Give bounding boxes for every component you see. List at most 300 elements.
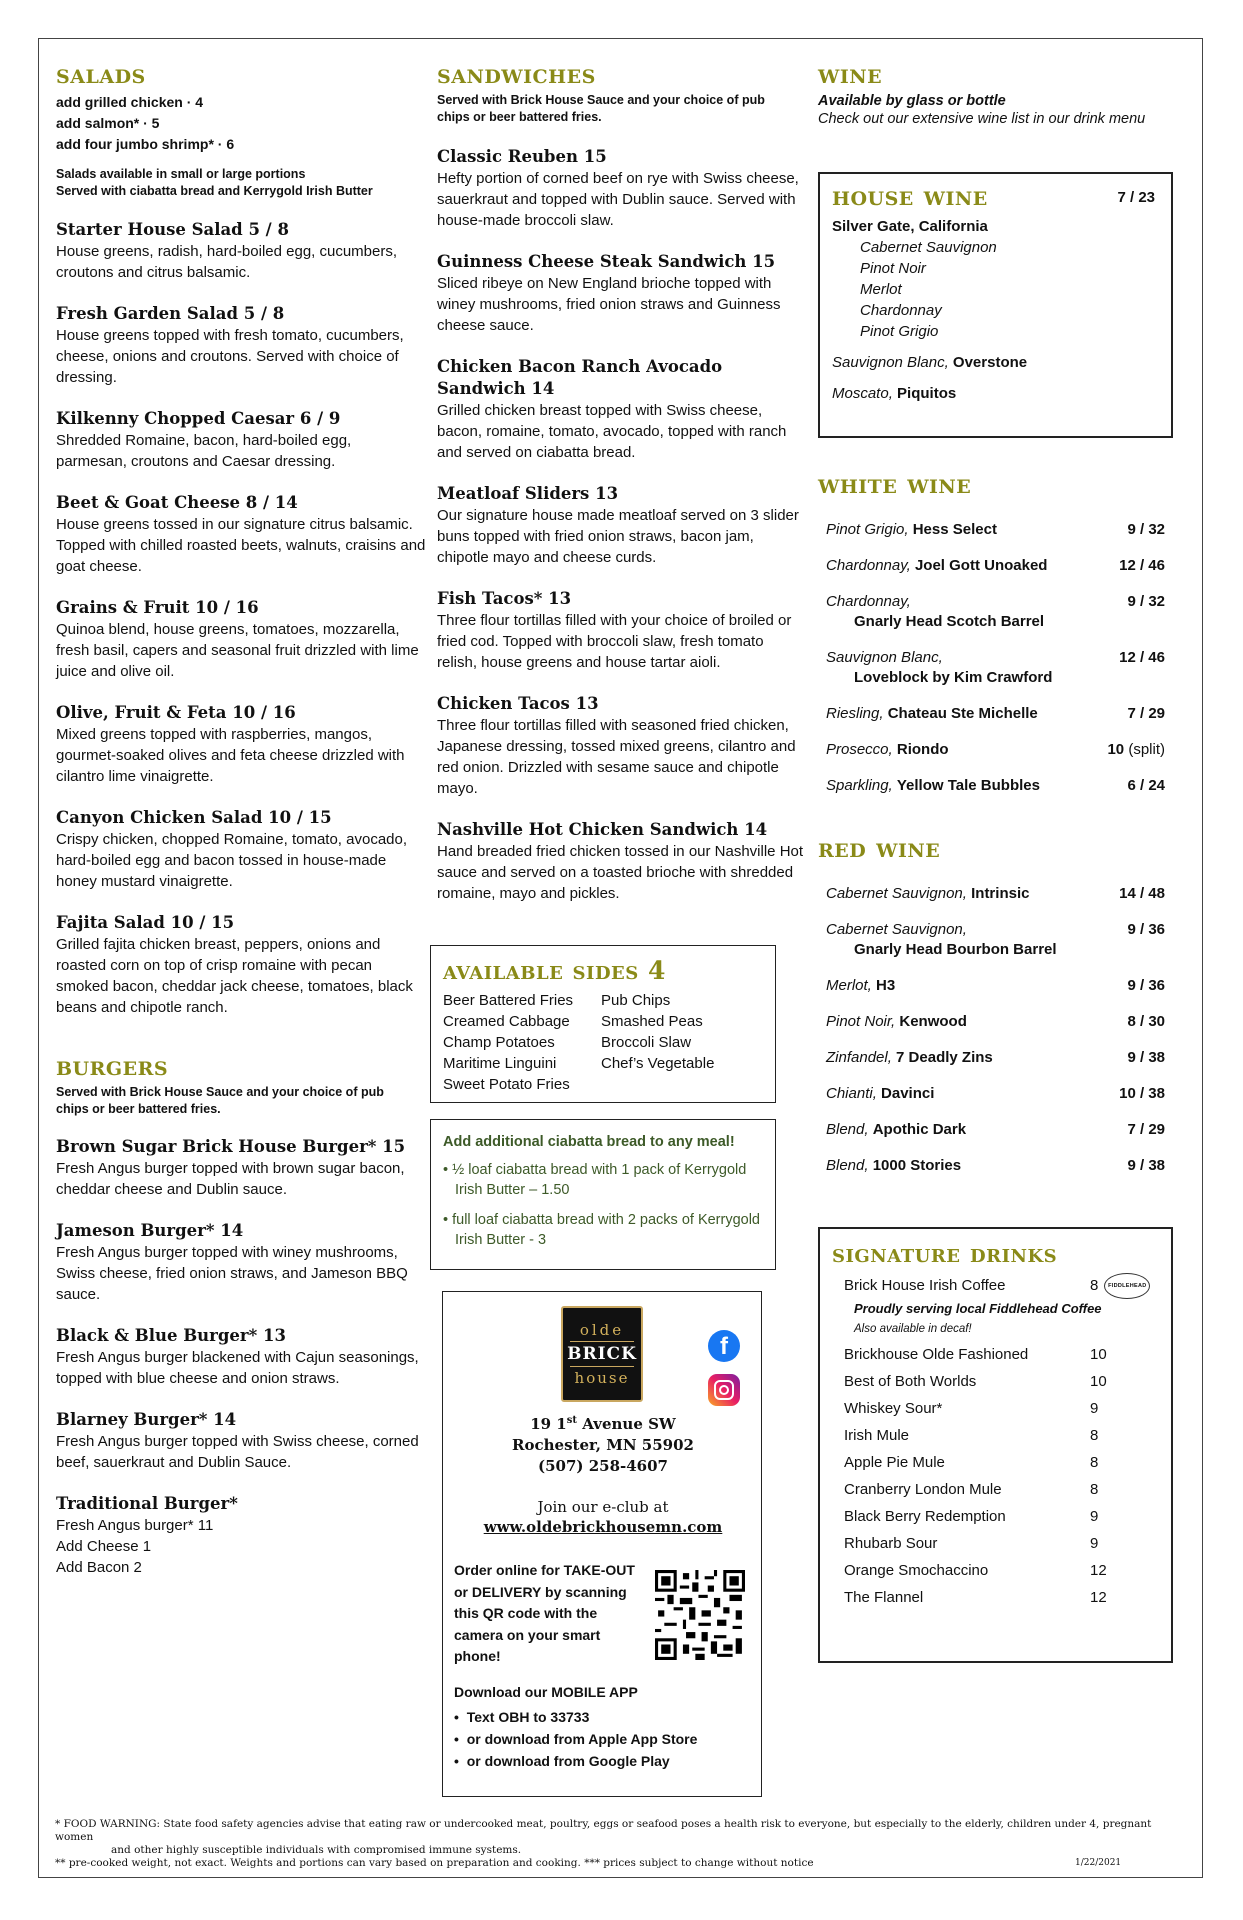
logo-word-olde: olde: [579, 1321, 625, 1339]
bread-option-full: • full loaf ciabatta bread with 2 packs of Kerrygold Irish Butter - 3: [443, 1212, 761, 1248]
wine-label: [826, 1156, 961, 1176]
wine-name: Yellow Tale Bubbles: [896, 777, 1040, 794]
item-desc: Fresh Angus burger topped with winey mushrooms, Swiss cheese, fried onion straws, and Jameson BBQ sauce.: [56, 1244, 408, 1303]
side-item: Chef’s Vegetable: [601, 1055, 715, 1072]
drink-price: 8: [1090, 1427, 1099, 1444]
item-desc: Mixed greens topped with raspberries, mangos, gourmet-soaked olives and feta cheese drizzled with cilantro lime vinaigrette.: [56, 726, 405, 785]
item-name: Kilkenny Chopped Caesar 6 / 9: [56, 409, 341, 428]
menu-item: [56, 807, 426, 892]
item-desc: Quinoa blend, house greens, tomatoes, mozzarella, fresh basil, capers and seasonal fruit drizzled with lime juice and olive oil.: [56, 621, 419, 680]
wine-name: H3: [876, 977, 896, 994]
wine-price-value: 14 / 48: [1119, 885, 1165, 902]
signature-coffee-row: [832, 1273, 1159, 1299]
logo: [561, 1306, 643, 1402]
footer: [55, 1818, 1190, 1870]
drink-name: Brickhouse Olde Fashioned: [844, 1346, 1029, 1363]
drink-price: 10: [1090, 1346, 1107, 1363]
item-name: Fish Tacos* 13: [437, 589, 572, 608]
house-wine-extra1-var: Sauvignon Blanc,: [832, 354, 949, 371]
wine-name: Gnarly Head Scotch Barrel: [854, 613, 1045, 630]
wine-price-value: 9 / 36: [1127, 977, 1165, 994]
house-wine-extra2: [832, 385, 1159, 402]
side-item: Smashed Peas: [601, 1013, 703, 1030]
wine-row: [826, 556, 1165, 576]
wine-line: [826, 740, 949, 760]
app-item-google-label: or download from Google Play: [466, 1753, 670, 1769]
addon-chicken: add grilled chicken · 4: [56, 94, 204, 110]
wine-price: [1127, 920, 1165, 960]
wine-name: Intrinsic: [971, 885, 1030, 902]
instagram-icon[interactable]: [708, 1374, 740, 1406]
house-varietal: Pinot Grigio: [860, 323, 939, 340]
wine-line: [826, 592, 1044, 612]
wine-varietal: Riesling,: [826, 705, 884, 722]
sandwich-list: [437, 146, 807, 904]
phone: (507) 258-4607: [537, 1457, 668, 1475]
wine-row: [826, 740, 1165, 760]
item-name: Black & Blue Burger* 13: [56, 1326, 286, 1345]
wine-line: [826, 776, 1040, 796]
wine-varietal: Cabernet Sauvignon,: [826, 885, 967, 902]
logo-word-house: house: [574, 1369, 630, 1387]
signature-coffee-price: 8: [1090, 1277, 1099, 1294]
drink-price: 12: [1090, 1562, 1107, 1579]
wine-price: [1127, 1012, 1165, 1032]
logo-rule: [570, 1366, 634, 1367]
wine-name: 1000 Stories: [872, 1157, 962, 1174]
house-wine-extra1: [832, 354, 1159, 371]
wine-name: Apothic Dark: [872, 1121, 967, 1138]
wine-price: [1107, 740, 1165, 760]
eclub-text: Join our e-club at: [537, 1498, 669, 1516]
address-street-number: 19 1: [530, 1415, 567, 1433]
wine-label: [826, 1084, 934, 1104]
menu-item: [437, 146, 807, 231]
drink-price: 8: [1090, 1454, 1099, 1471]
white-wine-section: [818, 470, 1173, 812]
left-column: [56, 60, 426, 1578]
wine-line: [826, 556, 1047, 576]
menu-item: [56, 702, 426, 787]
house-wine-varietals: [832, 237, 1159, 342]
item-desc: Hand breaded fried chicken tossed in our Nashville Hot sauce and served on a toasted brioche with shredded romaine, mayo and pickles.: [437, 843, 804, 902]
drink-price: 8: [1090, 1481, 1099, 1498]
side-item: Broccoli Slaw: [601, 1034, 692, 1051]
item-desc: Fresh Angus burger topped with Swiss cheese, corned beef, sauerkraut and Dublin Sauce.: [56, 1433, 419, 1471]
drink-name: Whiskey Sour*: [844, 1400, 943, 1417]
wine-name: Chateau Ste Michelle: [887, 705, 1038, 722]
menu-item: [56, 492, 426, 577]
drink-name: Cranberry London Mule: [844, 1481, 1002, 1498]
wine-label: [826, 520, 997, 540]
item-name: Grains & Fruit 10 / 16: [56, 598, 259, 617]
wine-row: [826, 920, 1165, 960]
menu-item: [56, 597, 426, 682]
wine-name: Gnarly Head Bourbon Barrel: [854, 941, 1057, 958]
item-name: Blarney Burger* 14: [56, 1410, 237, 1429]
house-wine-producer: Silver Gate, California: [832, 218, 988, 235]
wine-row: [826, 776, 1165, 796]
wine-price: [1127, 1120, 1165, 1140]
signature-title: signature drinks: [832, 1239, 1058, 1269]
drink-row: [844, 1503, 1159, 1530]
middle-column: [437, 60, 807, 904]
wine-line: [826, 884, 1029, 904]
wine-price: [1127, 776, 1165, 796]
app-title: Download our MOBILE APP: [454, 1684, 638, 1700]
house-wine-extra2-name: Piquitos: [897, 385, 957, 402]
item-desc: Sliced ribeye on New England brioche topped with winey mushrooms, fried onion straws and Guinness cheese sauce.: [437, 275, 781, 334]
wine-row: [826, 1156, 1165, 1176]
wine-name: Kenwood: [899, 1013, 967, 1030]
wine-varietal: Pinot Noir,: [826, 1013, 896, 1030]
drink-row: [844, 1449, 1159, 1476]
wine-row: [826, 520, 1165, 540]
wine-price-value: 9 / 32: [1127, 593, 1165, 610]
wine-price-value: 12 / 46: [1119, 649, 1165, 666]
wine-price: [1119, 556, 1165, 576]
wine-varietal: Cabernet Sauvignon,: [826, 921, 967, 938]
drink-row: [844, 1422, 1159, 1449]
wine-row: [826, 884, 1165, 904]
drink-row: [844, 1395, 1159, 1422]
item-name: Chicken Bacon Ranch Avocado Sandwich 14: [437, 357, 723, 398]
drink-price: 9: [1090, 1535, 1099, 1552]
menu-item: [56, 408, 426, 472]
salad-notes: [56, 166, 426, 200]
wine-label: [826, 920, 1057, 960]
item-desc: Crispy chicken, chopped Romaine, tomato, avocado, hard-boiled egg and bacon tossed in house-made honey mustard vinaigrette.: [56, 831, 408, 890]
house-wine-title: house wine: [832, 181, 988, 212]
wine-line: [826, 520, 997, 540]
side-item: Beer Battered Fries: [443, 992, 574, 1009]
website-link[interactable]: www.oldebrickhousemn.com: [483, 1518, 723, 1536]
wine-price-value: 9 / 38: [1127, 1157, 1165, 1174]
menu-item: [56, 1220, 426, 1305]
wine-price: [1119, 648, 1165, 688]
wine-name: Davinci: [881, 1085, 935, 1102]
wine-row: [826, 648, 1165, 688]
app-item-apple: • or download from Apple App Store: [454, 1731, 698, 1747]
wine-varietal: Blend,: [826, 1121, 869, 1138]
item-desc: Our signature house made meatloaf served on 3 slider buns topped with fried onion straws, bacon jam, chipotle mayo and cheese curds.: [437, 507, 799, 566]
drink-name: Orange Smochaccino: [844, 1562, 989, 1579]
wine-label: [826, 884, 1029, 904]
wine-row: [826, 1012, 1165, 1032]
wine-line: [826, 1048, 993, 1068]
wine-varietal: Merlot,: [826, 977, 872, 994]
signature-list: [832, 1341, 1159, 1611]
wine-price: [1127, 704, 1165, 724]
salad-note-bread: Served with ciabatta bread and Kerrygold Irish Butter: [56, 184, 373, 198]
qr-code-icon[interactable]: [655, 1570, 745, 1660]
wine-price-value: 8 / 30: [1127, 1013, 1165, 1030]
wine-varietal: Sparkling,: [826, 777, 893, 794]
wine-price-value: 9 / 36: [1127, 921, 1165, 938]
item-name: Nashville Hot Chicken Sandwich 14: [437, 820, 768, 839]
footer-notes-row: [55, 1857, 1190, 1870]
logo-rule: [570, 1341, 634, 1342]
house-wine-extra1-name: Overstone: [952, 354, 1028, 371]
bread-option-full-text: full loaf ciabatta bread with 2 packs of Kerrygold Irish Butter - 3: [452, 1212, 761, 1248]
wine-sub2: Check out our extensive wine list in our drink menu: [818, 111, 1146, 127]
wine-title: wine: [818, 59, 883, 90]
wine-row: [826, 1048, 1165, 1068]
drink-name: Apple Pie Mule: [844, 1454, 945, 1471]
addon-shrimp: add four jumbo shrimp* · 6: [56, 136, 235, 152]
signature-decaf-note: Also available in decaf!: [854, 1323, 972, 1335]
house-wine-header: [832, 182, 1159, 212]
bread-title: Add additional ciabatta bread to any meal!: [443, 1134, 735, 1150]
wine-row: [826, 1120, 1165, 1140]
wine-price: [1127, 520, 1165, 540]
side-item: Pub Chips: [601, 992, 671, 1009]
info-box: [442, 1291, 762, 1797]
wine-price-value: 10: [1107, 741, 1125, 758]
burgers-note: Served with Brick House Sauce and your choice of pub chips or beer battered fries.: [56, 1085, 384, 1116]
drink-row: [844, 1476, 1159, 1503]
wine-row: [826, 704, 1165, 724]
item-desc: Shredded Romaine, bacon, hard-boiled egg, parmesan, croutons and Caesar dressing.: [56, 432, 352, 470]
app-item-text: • Text OBH to 33733: [454, 1709, 590, 1725]
house-wine-price: 7 / 23: [1117, 188, 1155, 206]
wine-line: [826, 1084, 934, 1104]
wine-row: [826, 1084, 1165, 1104]
wine-label: [826, 1048, 993, 1068]
menu-item: [437, 819, 807, 904]
facebook-icon[interactable]: f: [708, 1330, 740, 1362]
drink-price: 10: [1090, 1373, 1107, 1390]
app-item-apple-label: or download from Apple App Store: [466, 1731, 698, 1747]
wine-price-value: 12 / 46: [1119, 557, 1165, 574]
drink-name: Best of Both Worlds: [844, 1373, 977, 1390]
item-name: Brown Sugar Brick House Burger* 15: [56, 1137, 406, 1156]
wine-label: [826, 1120, 966, 1140]
wine-name: Hess Select: [912, 521, 997, 538]
drink-row: [844, 1557, 1159, 1584]
wine-varietal: Sauvignon Blanc,: [826, 649, 943, 666]
item-name: Olive, Fruit & Feta 10 / 16: [56, 703, 296, 722]
item-desc: Three flour tortillas filled with your choice of broiled or fried cod. Topped with broccoli slaw, fresh tomato relish, house greens and house tartar aioli.: [437, 612, 792, 671]
wine-line: [826, 976, 895, 996]
address: [443, 1410, 763, 1477]
item-name: Traditional Burger*: [56, 1494, 238, 1513]
item-name: Jameson Burger* 14: [56, 1221, 244, 1240]
wine-sub1: Available by glass or bottle: [818, 93, 1006, 109]
house-varietal: Chardonnay: [860, 302, 942, 319]
side-item: Creamed Cabbage: [443, 1013, 570, 1030]
item-desc: Three flour tortillas filled with seasoned fried chicken, Japanese dressing, tossed mixed greens, cilantro and red onion. Drizzled with sesame sauce and chipotle mayo.: [437, 717, 796, 797]
wine-price-value: 7 / 29: [1127, 1121, 1165, 1138]
wine-varietal: Chardonnay,: [826, 557, 911, 574]
wine-varietal: Chianti,: [826, 1085, 877, 1102]
address-street-suffix: st: [566, 1415, 577, 1426]
drink-name: Black Berry Redemption: [844, 1508, 1006, 1525]
fiddlehead-logo-icon: FIDDLEHEAD: [1104, 1273, 1150, 1299]
menu-item: [56, 1325, 426, 1389]
wine-name: Loveblock by Kim Crawford: [854, 669, 1053, 686]
drink-name: The Flannel: [844, 1589, 924, 1606]
item-name: Chicken Tacos 13: [437, 694, 599, 713]
side-item: Sweet Potato Fries: [443, 1076, 570, 1093]
red-wine-title: red wine: [818, 833, 941, 864]
wine-varietal: Chardonnay,: [826, 593, 911, 610]
wine-price-note: (split): [1124, 741, 1165, 758]
item-name: Fresh Garden Salad 5 / 8: [56, 304, 285, 323]
house-varietal: Cabernet Sauvignon: [860, 239, 997, 256]
wine-line: [826, 1120, 966, 1140]
wine-label: [826, 592, 1044, 632]
item-desc: House greens, radish, hard-boiled egg, cucumbers, croutons and citrus balsamic.: [56, 243, 398, 281]
app-item-text-label: Text OBH to 33733: [466, 1709, 590, 1725]
signature-coffee-note: Proudly serving local Fiddlehead Coffee: [854, 1301, 1102, 1316]
item-name: Fajita Salad 10 / 15: [56, 913, 235, 932]
sides-box: [430, 945, 776, 1103]
menu-item: [437, 588, 807, 673]
item-desc: House greens tossed in our signature citrus balsamic. Topped with chilled roasted beets, walnuts, craisins and goat cheese.: [56, 516, 426, 575]
drink-price: 9: [1090, 1508, 1099, 1525]
sides-grid: [443, 990, 763, 1095]
side-item: Champ Potatoes: [443, 1034, 555, 1051]
drink-price: 9: [1090, 1400, 1099, 1417]
wine-price: [1127, 1156, 1165, 1176]
food-warning: * FOOD WARNING: State food safety agencies advise that eating raw or undercooked meat, poultry, eggs or seafood poses a health risk to everyone, but especially to the elderly, children under 4, pregnant women: [55, 1818, 1152, 1843]
item-desc: Grilled chicken breast topped with Swiss cheese, bacon, romaine, tomato, avocado, topped with ranch and served on ciabatta bread.: [437, 402, 787, 461]
bread-option-half: • ½ loaf ciabatta bread with 1 pack of Kerrygold Irish Butter – 1.50: [443, 1162, 747, 1198]
menu-item: [437, 483, 807, 568]
wine-varietal: Blend,: [826, 1157, 869, 1174]
drink-name: Irish Mule: [844, 1427, 910, 1444]
burgers-title: burgers: [56, 1051, 169, 1082]
footer-date: 1/22/2021: [1075, 1858, 1122, 1868]
item-line: Add Bacon 2: [56, 1559, 142, 1576]
item-line: Fresh Angus burger* 11: [56, 1517, 214, 1534]
wine-name: Riondo: [896, 741, 949, 758]
item-name: Canyon Chicken Salad 10 / 15: [56, 808, 332, 827]
sandwiches-note: Served with Brick House Sauce and your choice of pub chips or beer battered fries.: [437, 93, 765, 124]
item-name: Starter House Salad 5 / 8: [56, 220, 289, 239]
wine-price-value: 9 / 32: [1127, 521, 1165, 538]
salad-addons: [56, 92, 426, 155]
item-name: Classic Reuben 15: [437, 147, 607, 166]
wine-label: [826, 704, 1038, 724]
wine-label: [826, 648, 1052, 688]
drink-name: Rhubarb Sour: [844, 1535, 938, 1552]
house-wine-extra2-var: Moscato,: [832, 385, 893, 402]
salad-list: [56, 219, 426, 1018]
signature-coffee-name: Brick House Irish Coffee: [844, 1277, 1006, 1294]
wine-label: [826, 976, 895, 996]
menu-item: [56, 912, 426, 1018]
app-item-google: • or download from Google Play: [454, 1753, 670, 1769]
red-wine-list: [818, 884, 1173, 1176]
drink-row: [844, 1341, 1159, 1368]
food-warning-cont: and other highly susceptible individuals with compromised immune systems.: [111, 1844, 522, 1856]
menu-item: [437, 251, 807, 336]
house-varietal: Pinot Noir: [860, 260, 926, 277]
item-desc: Fresh Angus burger topped with brown sugar bacon, cheddar cheese and Dublin sauce.: [56, 1160, 405, 1198]
white-wine-list: [818, 520, 1173, 796]
wine-line: [826, 1156, 961, 1176]
sandwiches-title: sandwiches: [437, 59, 596, 90]
wine-line: [826, 648, 1052, 668]
wine-price-value: 10 / 38: [1119, 1085, 1165, 1102]
menu-item: [437, 693, 807, 799]
menu-item: [56, 1136, 426, 1200]
logo-word-brick: BRICK: [567, 1344, 637, 1364]
wine-price-value: 6 / 24: [1127, 777, 1165, 794]
item-name: Meatloaf Sliders 13: [437, 484, 619, 503]
wine-header: [818, 60, 1188, 127]
wine-name: Joel Gott Unoaked: [914, 557, 1048, 574]
wine-label: [826, 776, 1040, 796]
wine-varietal: Pinot Grigio,: [826, 521, 909, 538]
salad-note-portions: Salads available in small or large portions: [56, 167, 306, 181]
item-name: Beet & Goat Cheese 8 / 14: [56, 493, 298, 512]
side-item: Maritime Linguini: [443, 1055, 557, 1072]
wine-line: [826, 704, 1038, 724]
wine-price-value: 9 / 38: [1127, 1049, 1165, 1066]
wine-varietal: Prosecco,: [826, 741, 893, 758]
drink-row: [844, 1584, 1159, 1611]
wine-price: [1127, 592, 1165, 632]
salads-title: salads: [56, 59, 146, 90]
wine-name: 7 Deadly Zins: [896, 1049, 993, 1066]
wine-price: [1127, 976, 1165, 996]
item-line: Add Cheese 1: [56, 1538, 152, 1555]
wine-label: [826, 1012, 967, 1032]
menu-item: [56, 1409, 426, 1473]
menu-item-traditional-burger: [56, 1493, 426, 1578]
item-name: Guinness Cheese Steak Sandwich 15: [437, 252, 776, 271]
bread-option-half-text: ½ loaf ciabatta bread with 1 pack of Kerrygold Irish Butter – 1.50: [452, 1162, 747, 1198]
drink-row: [844, 1368, 1159, 1395]
wine-label: [826, 740, 949, 760]
order-online-text: Order online for TAKE-OUT or DELIVERY by scanning this QR code with the camera on your smart phone!: [454, 1562, 635, 1664]
wine-price: [1119, 884, 1165, 904]
item-desc: Grilled fajita chicken breast, peppers, onions and roasted corn on top of crisp romaine with pecan smoked bacon, cheddar jack cheese, tomatoes, black beans and chipotle ranch.: [56, 936, 413, 1016]
addon-salmon: add salmon* · 5: [56, 115, 160, 131]
wine-row: [826, 592, 1165, 632]
wine-line: [826, 1012, 967, 1032]
wine-price: [1127, 1048, 1165, 1068]
wine-price: [1119, 1084, 1165, 1104]
app-list: [454, 1706, 697, 1772]
house-varietal: Merlot: [860, 281, 902, 298]
address-city: Rochester, MN 55902: [512, 1436, 694, 1454]
wine-label: [826, 556, 1047, 576]
house-wine-box: [818, 172, 1173, 438]
wine-line: [826, 920, 1057, 940]
address-street: [443, 1410, 763, 1435]
white-wine-title: white wine: [818, 469, 972, 500]
item-desc: House greens topped with fresh tomato, cucumbers, cheese, onions and croutons. Served with choice of dressing.: [56, 327, 404, 386]
address-street-name: Avenue SW: [577, 1415, 676, 1433]
burger-list: [56, 1136, 426, 1473]
menu-item: [56, 303, 426, 388]
drink-row: [844, 1530, 1159, 1557]
item-desc: Fresh Angus burger blackened with Cajun seasonings, topped with blue cheese and onion straws.: [56, 1349, 419, 1387]
signature-drinks-box: [818, 1227, 1173, 1663]
item-desc: Hefty portion of corned beef on rye with Swiss cheese, sauerkraut and topped with Dublin sauce. Served with house-made broccoli slaw.: [437, 170, 799, 229]
footer-notes: ** pre-cooked weight, not exact. Weights and portions can vary based on preparation and cooking. *** prices subject to change without notice: [55, 1857, 814, 1869]
menu-item: [56, 219, 426, 283]
bread-box: [430, 1119, 776, 1270]
red-wine-section: [818, 834, 1173, 1192]
wine-row: [826, 976, 1165, 996]
drink-price: 12: [1090, 1589, 1107, 1606]
wine-price-value: 7 / 29: [1127, 705, 1165, 722]
